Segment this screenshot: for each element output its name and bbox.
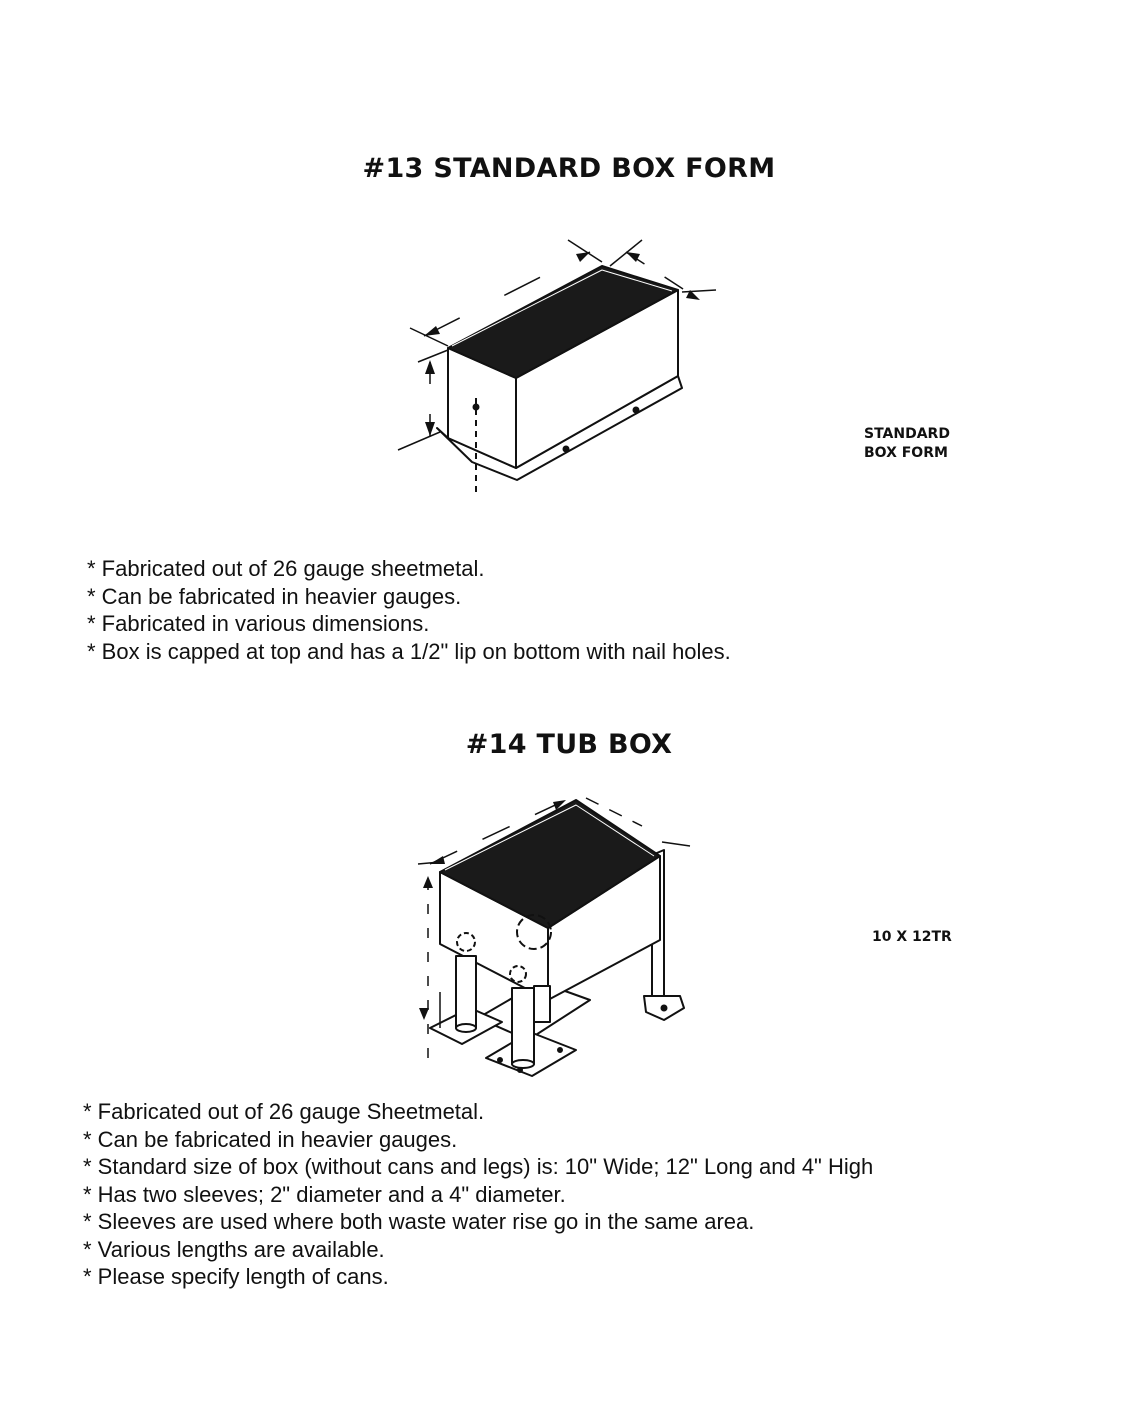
section-14-bullet-list: [83, 1098, 873, 1291]
section-13-caption: [864, 425, 950, 463]
tub-box-drawing-icon: [405, 782, 710, 1082]
list-item: * Box is capped at top and has a 1/2" lip on bottom with nail holes.: [87, 638, 731, 664]
list-item: * Can be fabricated in heavier gauges.: [87, 583, 462, 609]
list-item: * Can be fabricated in heavier gauges.: [83, 1126, 458, 1152]
list-item: * Has two sleeves; 2" diameter and a 4" diameter.: [83, 1181, 566, 1207]
list-item: * Fabricated in various dimensions.: [87, 611, 430, 636]
section-14-title: #14 TUB BOX: [465, 729, 673, 760]
section-13-title: #13 STANDARD BOX FORM: [362, 153, 776, 184]
list-item: * Please specify length of cans.: [83, 1264, 389, 1289]
list-item: * Fabricated out of 26 gauge Sheetmetal.: [83, 1099, 485, 1124]
section-13-bullet-list: [87, 555, 731, 665]
list-item: * Various lengths are available.: [83, 1236, 385, 1262]
list-item: * Sleeves are used where both waste water rise go in the same area.: [83, 1209, 755, 1234]
section-14-caption: 10 X 12TR: [872, 929, 952, 945]
list-item: * Fabricated out of 26 gauge sheetmetal.: [87, 556, 485, 581]
standard-box-form-drawing-icon: [395, 232, 735, 497]
list-item: * Standard size of box (without cans and legs) is: 10" Wide; 12" Long and 4" High: [83, 1154, 874, 1179]
caption-line-2: BOX FORM: [864, 445, 948, 461]
caption-line-1: STANDARD: [864, 426, 950, 442]
